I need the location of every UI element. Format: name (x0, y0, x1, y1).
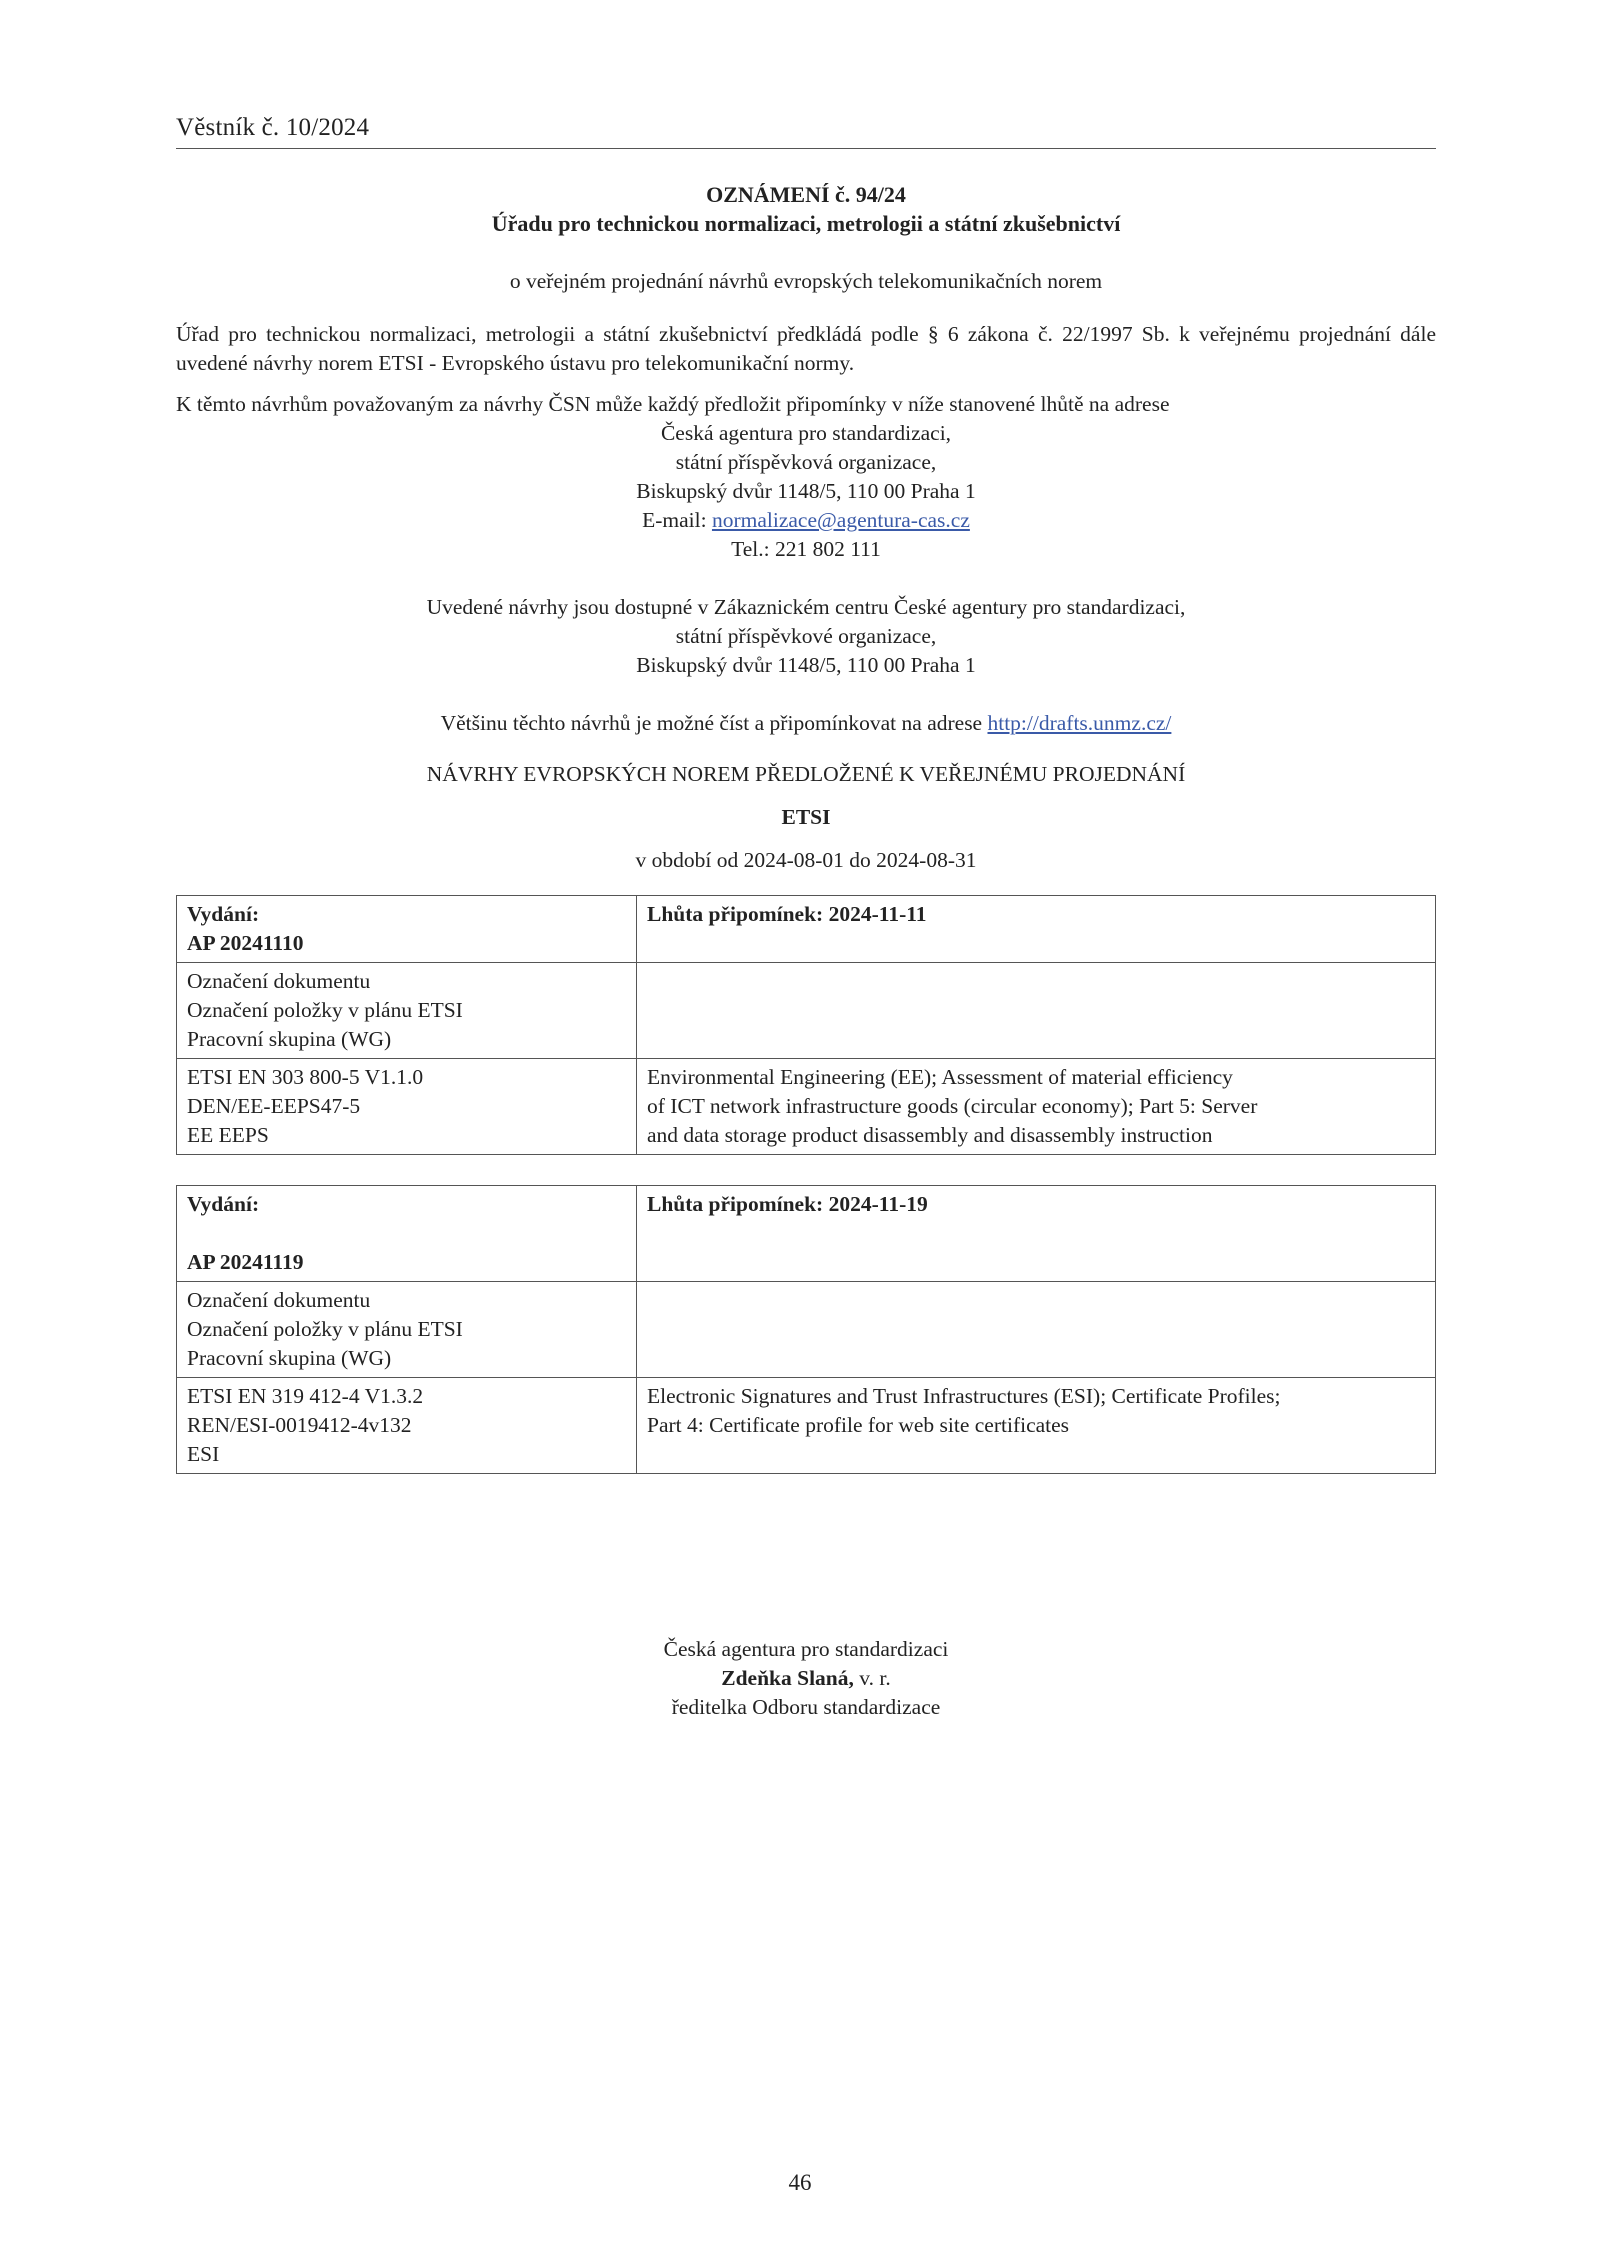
title-line: Part 4: Certificate profile for web site certificates (647, 1413, 1070, 1437)
availability-line-3: Biskupský dvůr 1148/5, 110 00 Praha 1 (636, 653, 976, 677)
deadline-cell: Lhůta připomínek: 2024-11-19 (637, 1186, 1436, 1282)
issue-label: Vydání: (187, 1192, 260, 1216)
period-line: v období od 2024-08-01 do 2024-08-31 (635, 848, 977, 872)
running-header: Věstník č. 10/2024 (176, 114, 1436, 149)
table-row (177, 1282, 1436, 1378)
intro-paragraph: Úřad pro technickou normalizaci, metrologii a státní zkušebnictví předkládá podle § 6 zákona č. 22/1997 Sb. k veřejnému projednání dále uvedené návrhy norem ETSI - Evropského ústavu pro telekomunikační normy. (176, 322, 1436, 375)
signatory-suffix: v. r. (853, 1666, 891, 1690)
table-row (177, 1059, 1436, 1155)
document-designation: ETSI EN 303 800-5 V1.1.0 (187, 1065, 424, 1089)
meta-label: Pracovní skupina (WG) (187, 1027, 392, 1051)
title-line: Environmental Engineering (EE); Assessment of material efficiency (647, 1065, 1233, 1089)
title-line: Electronic Signatures and Trust Infrastructures (ESI); Certificate Profiles; (647, 1384, 1281, 1408)
empty-cell (637, 963, 1436, 1059)
issue-label: Vydání: (187, 902, 260, 926)
comments-address (176, 419, 1436, 564)
title-line: of ICT network infrastructure goods (circular economy); Part 5: Server (647, 1094, 1258, 1118)
availability-block (176, 593, 1436, 680)
working-group: ESI (187, 1442, 220, 1466)
table-row (177, 1378, 1436, 1474)
comments-intro: K těmto návrhům považovaným za návrhy ČSN může každý předložit připomínky v níže stanovené lhůtě na adrese (176, 392, 1170, 416)
drafts-link[interactable]: http://drafts.unmz.cz/ (987, 711, 1172, 735)
organization-heading: ETSI (781, 805, 831, 829)
meta-values-cell (177, 1059, 637, 1155)
address-line-3: Biskupský dvůr 1148/5, 110 00 Praha 1 (636, 479, 976, 503)
title-line: and data storage product disassembly and disassembly instruction (647, 1123, 1213, 1147)
table-row (177, 963, 1436, 1059)
address-email-line (176, 506, 1436, 535)
issue-cell (177, 1186, 637, 1282)
issue-code: AP 20241119 (187, 1250, 304, 1274)
signature-name-line (176, 1664, 1436, 1693)
page-number: 46 (788, 2170, 812, 2195)
signatory-name: Zdeňka Slaná, (721, 1666, 854, 1690)
draft-item-table (176, 1185, 1436, 1474)
availability-line-2: státní příspěvkové organizace, (675, 624, 937, 648)
meta-labels-cell (177, 1282, 637, 1378)
address-tel: Tel.: 221 802 111 (731, 537, 881, 561)
meta-values-cell (177, 1378, 637, 1474)
table-row (177, 896, 1436, 963)
issue-code: AP 20241110 (187, 931, 304, 955)
table-row (177, 1186, 1436, 1282)
signature-block (176, 1635, 1436, 1722)
email-link[interactable]: normalizace@agentura-cas.cz (711, 508, 970, 532)
section-heading: NÁVRHY EVROPSKÝCH NOREM PŘEDLOŽENÉ K VEŘEJNÉMU PROJEDNÁNÍ (426, 762, 1186, 786)
title-cell (637, 1378, 1436, 1474)
document-designation: ETSI EN 319 412-4 V1.3.2 (187, 1384, 424, 1408)
title-cell (637, 1059, 1436, 1155)
meta-label: Označení dokumentu (187, 969, 371, 993)
online-drafts-text: Většinu těchto návrhů je možné číst a připomínkovat na adrese (440, 711, 988, 735)
deadline-cell: Lhůta připomínek: 2024-11-11 (637, 896, 1436, 963)
address-line-1: Česká agentura pro standardizaci, (660, 421, 952, 445)
notice-issuer: Úřadu pro technickou normalizaci, metrologii a státní zkušebnictví (491, 211, 1121, 236)
meta-label: Označení dokumentu (187, 1288, 371, 1312)
notice-content (176, 180, 1436, 1474)
working-group: EE EEPS (187, 1123, 269, 1147)
signature-org: Česká agentura pro standardizaci (663, 1637, 949, 1661)
meta-label: Pracovní skupina (WG) (187, 1346, 392, 1370)
address-line-2: státní příspěvková organizace, (675, 450, 937, 474)
notice-subject: o veřejném projednání návrhů evropských telekomunikačních norem (509, 269, 1103, 293)
empty-cell (637, 1282, 1436, 1378)
work-item: REN/ESI-0019412-4v132 (187, 1413, 412, 1437)
issue-cell (177, 896, 637, 963)
draft-item-table (176, 895, 1436, 1155)
email-label: E-mail: (642, 508, 712, 532)
notice-title: OZNÁMENÍ č. 94/24 (706, 182, 906, 207)
meta-labels-cell (177, 963, 637, 1059)
work-item: DEN/EE-EEPS47-5 (187, 1094, 361, 1118)
signatory-position: ředitelka Odboru standardizace (671, 1695, 941, 1719)
availability-line-1: Uvedené návrhy jsou dostupné v Zákaznickém centru České agentury pro standardizaci, (426, 595, 1186, 619)
online-drafts-line (176, 709, 1436, 738)
meta-label: Označení položky v plánu ETSI (187, 998, 463, 1022)
meta-label: Označení položky v plánu ETSI (187, 1317, 463, 1341)
